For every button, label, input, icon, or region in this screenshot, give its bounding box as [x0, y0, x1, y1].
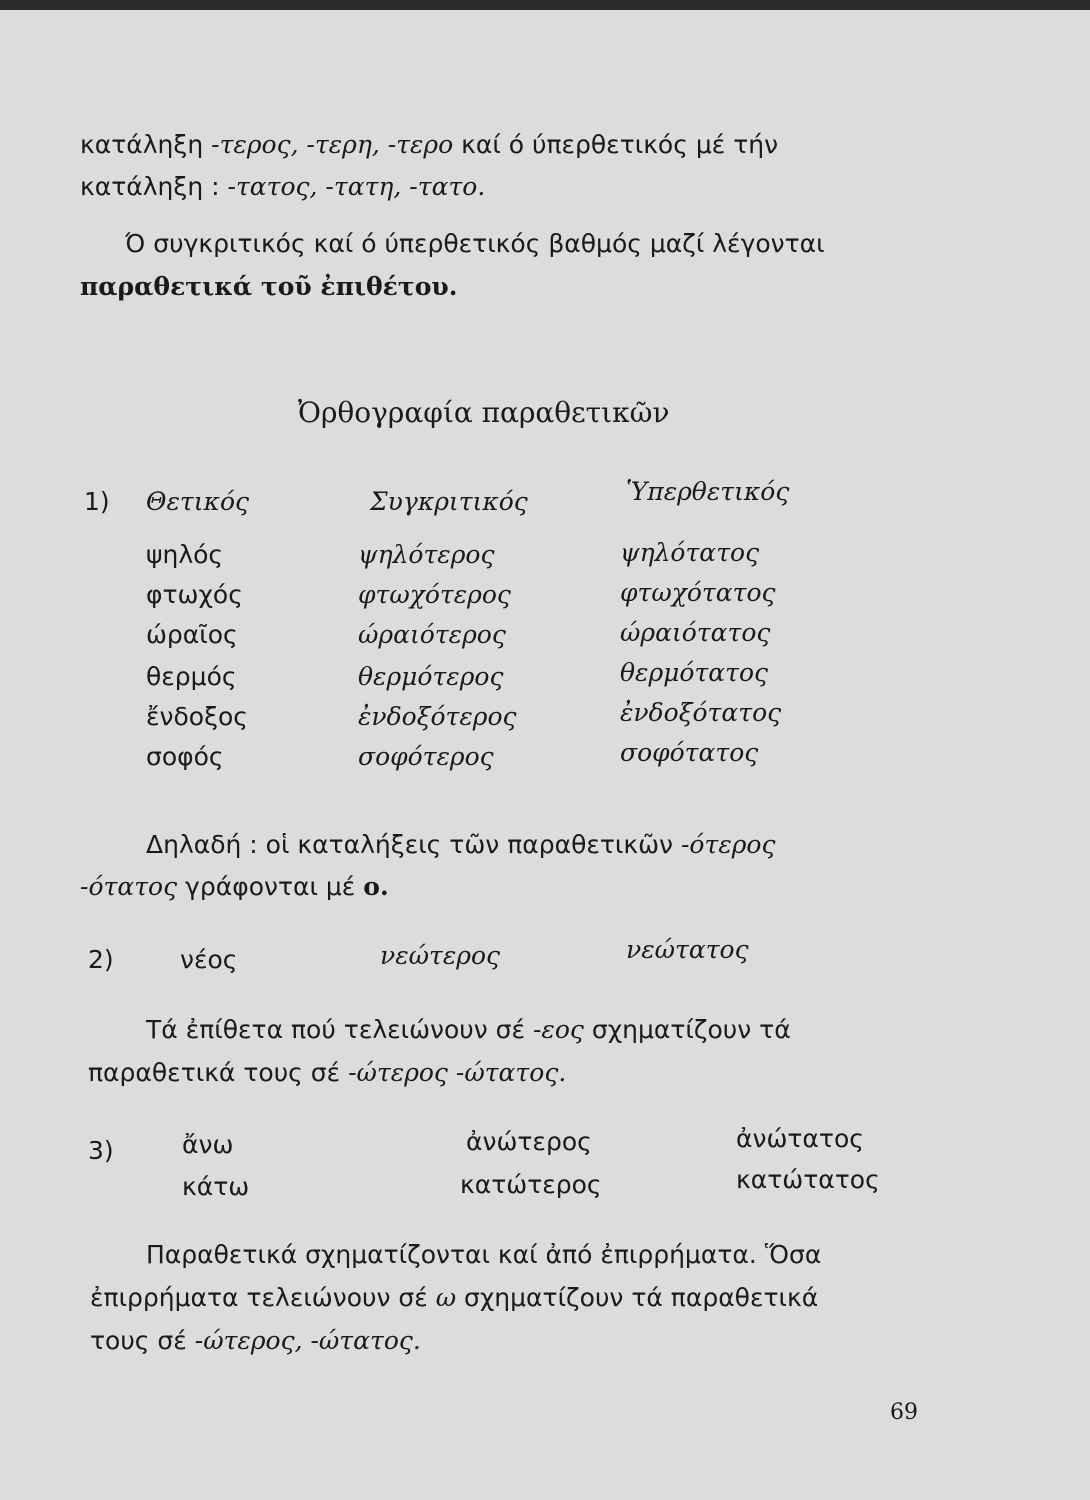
- item-number-1: 1): [84, 487, 110, 516]
- table-cell: ἔνδοξος: [146, 702, 248, 731]
- table-cell: ἐνδοξότατος: [620, 698, 782, 727]
- text: ἐπιρρήματα τελειώνουν σέ: [90, 1283, 436, 1312]
- text: τους σέ: [90, 1326, 195, 1355]
- rule-1-line-2: [80, 872, 389, 902]
- header-positive: Θετικός: [146, 487, 249, 516]
- example-3-cell: κάτω: [182, 1172, 250, 1201]
- table-cell: φτωχός: [146, 580, 243, 609]
- page-number: 69: [890, 1400, 918, 1425]
- table-cell: ἐνδοξότερος: [358, 702, 517, 731]
- example-2-positive: νέος: [180, 945, 238, 974]
- text: γράφονται μέ: [177, 872, 364, 901]
- ending-italic: -ώτερος -ώτατος.: [348, 1058, 567, 1087]
- item-number-3: 3): [88, 1136, 114, 1165]
- table-cell: ψηλότερος: [358, 540, 495, 569]
- table-cell: θερμότερος: [358, 662, 504, 691]
- text: παραθετικά τους σέ: [88, 1058, 349, 1087]
- ending-italic: -ώτερος, -ώτατος.: [194, 1326, 421, 1355]
- letter-italic: ω: [435, 1283, 457, 1312]
- example-3-cell: ἀνώτερος: [466, 1127, 592, 1156]
- rule-3-line-2: [90, 1283, 818, 1313]
- table-cell: σοφότερος: [358, 742, 494, 771]
- table-cell: σοφότατος: [620, 738, 759, 767]
- text: καί ό ύπερθετικός μέ τήν: [453, 130, 779, 159]
- rule-2-line-2: [88, 1058, 566, 1088]
- rule-1-line-1: [146, 830, 775, 860]
- example-3-cell: ἀνώτατος: [736, 1124, 864, 1153]
- example-3-cell: ἄνω: [182, 1130, 234, 1159]
- ending-italic: -ότατος: [80, 872, 178, 901]
- table-cell: θερμός: [146, 662, 237, 691]
- text: Τά ἐπίθετα πού τελειώνουν σέ: [146, 1015, 533, 1044]
- header-comparative: Συγκριτικός: [370, 487, 528, 516]
- table-cell: ώραῖος: [146, 620, 238, 649]
- example-2-comparative: νεώτερος: [380, 941, 500, 970]
- text: σχηματίζουν τά παραθετικά: [456, 1283, 819, 1312]
- paragraph-1-line-1: [80, 130, 778, 160]
- table-cell: θερμότατος: [620, 658, 769, 687]
- text: σχηματίζουν τά: [583, 1015, 791, 1044]
- ending-italic: -τερος, -τερη, -τερο: [211, 130, 454, 159]
- item-number-2: 2): [88, 945, 114, 974]
- example-2-superlative: νεώτατος: [626, 935, 749, 964]
- example-3-cell: κατώτατος: [736, 1165, 880, 1194]
- rule-3-line-3: [90, 1326, 421, 1356]
- header-superlative: Ὑπερθετικός: [626, 477, 790, 506]
- ending-italic: -ότερος: [680, 830, 776, 859]
- example-3-cell: κατώτερος: [460, 1170, 602, 1199]
- letter-bold: ο.: [363, 872, 389, 901]
- paragraph-2-bold-term: παραθετικά τοῦ ἐπιθέτου.: [80, 272, 458, 301]
- paragraph-2-line-1: Ό συγκριτικός καί ό ύπερθετικός βαθμός μαζί λέγονται: [125, 229, 825, 258]
- table-cell: ώραιότερος: [358, 620, 506, 649]
- table-cell: ψηλότατος: [620, 538, 760, 567]
- table-cell: ώραιότατος: [620, 618, 771, 647]
- rule-2-line-1: [146, 1015, 791, 1045]
- text: κατάληξη :: [80, 172, 228, 201]
- scan-top-edge: [0, 0, 1090, 10]
- table-cell: ψηλός: [146, 540, 224, 569]
- ending-italic: -εος: [532, 1015, 584, 1044]
- table-cell: φτωχότατος: [620, 578, 776, 607]
- rule-3-line-1: Παραθετικά σχηματίζονται καί ἀπό ἐπιρρήματα. Ὅσα: [146, 1240, 822, 1269]
- table-cell: σοφός: [146, 742, 224, 771]
- section-title: Ὀρθογραφία παραθετικῶν: [298, 396, 670, 429]
- text: κατάληξη: [80, 130, 212, 159]
- text: Δηλαδή : οἱ καταλήξεις τῶν παραθετικῶν: [146, 830, 681, 859]
- ending-italic: -τατος, -τατη, -τατο.: [227, 172, 486, 201]
- table-cell: φτωχότερος: [358, 580, 511, 609]
- paragraph-1-line-2: [80, 172, 485, 202]
